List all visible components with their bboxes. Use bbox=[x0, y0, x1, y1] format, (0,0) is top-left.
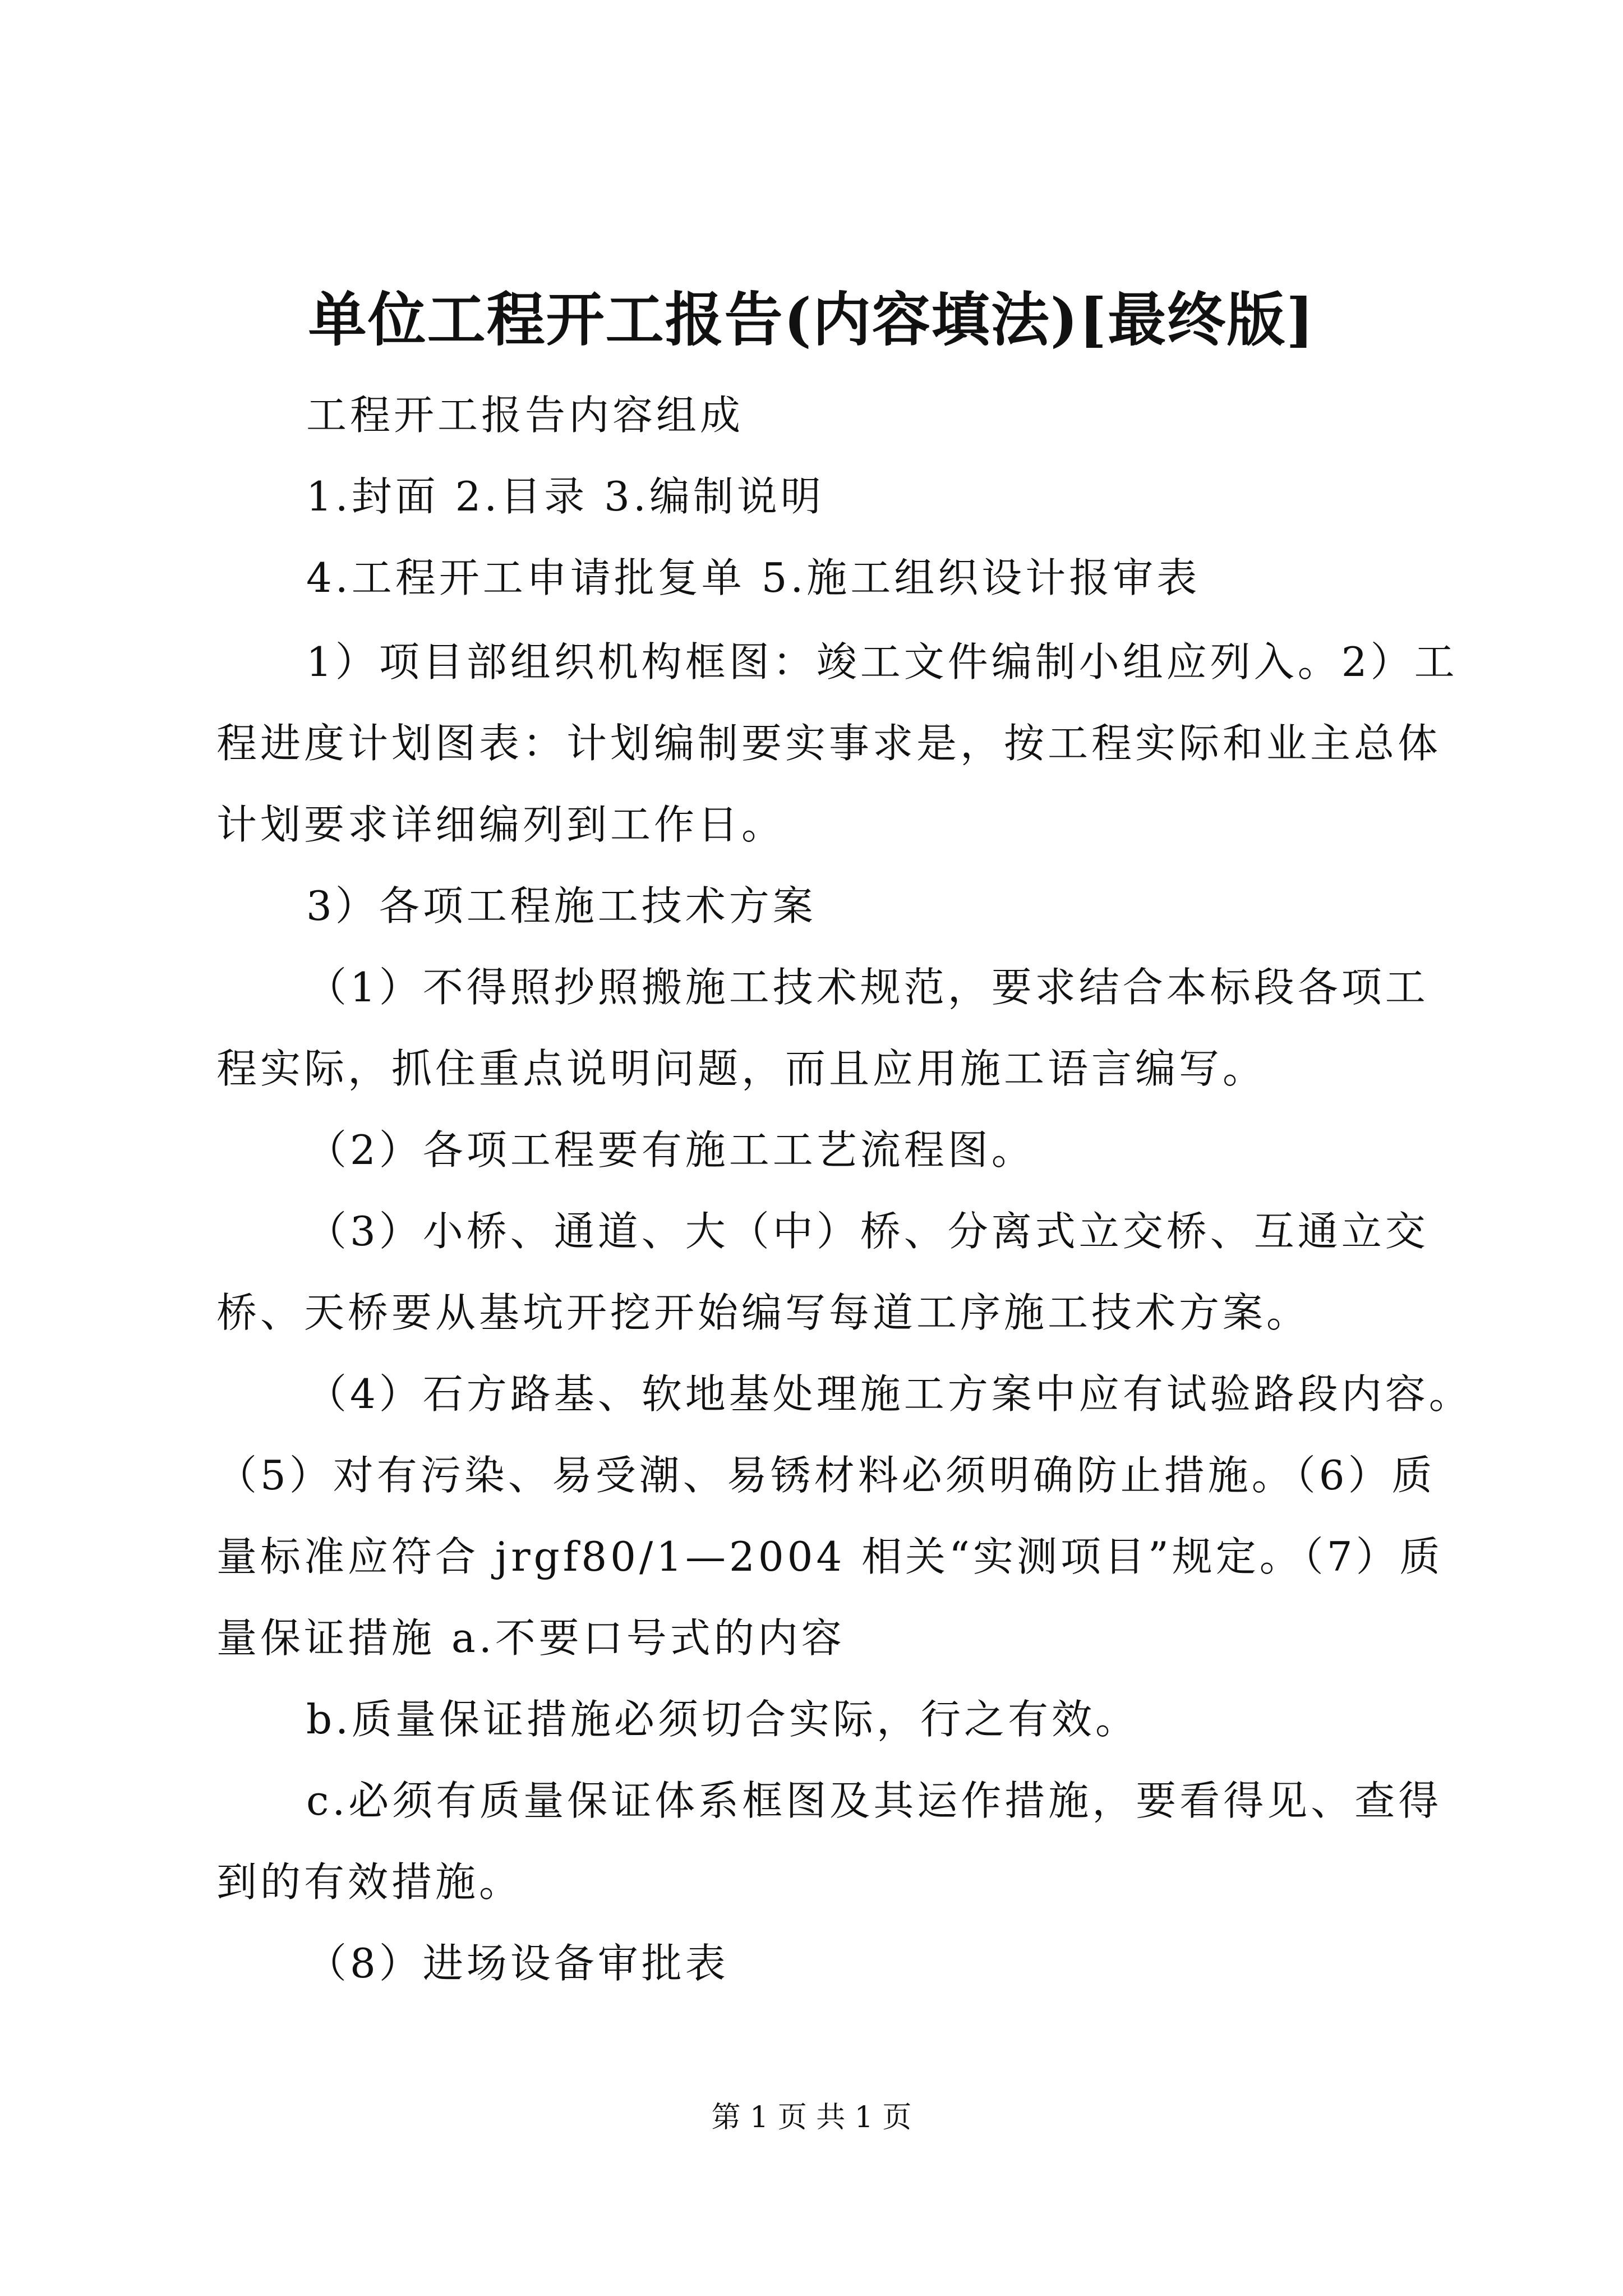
body-line: 1.封面 2.目录 3.编制说明 bbox=[306, 473, 824, 520]
body-line: 3）各项工程施工技术方案 bbox=[306, 882, 817, 930]
document-title: 单位工程开工报告(内容填法)[最终版] bbox=[308, 285, 1315, 354]
body-line: 程进度计划图表：计划编制要实事求是，按工程实际和业主总体 bbox=[216, 720, 1442, 767]
body-line: c.必须有质量保证体系框图及其运作措施，要看得见、查得 bbox=[306, 1777, 1442, 1824]
body-line: （2）各项工程要有施工工艺流程图。 bbox=[306, 1126, 1035, 1174]
body-line: 1）项目部组织机构框图：竣工文件编制小组应列入。2）工 bbox=[306, 638, 1458, 685]
body-line: b.质量保证措施必须切合实际，行之有效。 bbox=[306, 1696, 1139, 1743]
body-line: 量标准应符合 jrgf80/1—2004 相关“实测项目”规定。（7）质 bbox=[216, 1533, 1444, 1580]
body-line: 工程开工报告内容组成 bbox=[306, 392, 744, 439]
body-line: 程实际，抓住重点说明问题，而且应用施工语言编写。 bbox=[216, 1045, 1267, 1092]
body-line: 桥、天桥要从基坑开挖开始编写每道工序施工技术方案。 bbox=[216, 1289, 1311, 1336]
body-line: （3）小桥、通道、大（中）桥、分离式立交桥、互通立交 bbox=[306, 1208, 1429, 1255]
page-number: 第 1 页 共 1 页 bbox=[711, 2101, 912, 2134]
body-line: 量保证措施 a.不要口号式的内容 bbox=[216, 1614, 845, 1662]
body-line: 计划要求详细编列到工作日。 bbox=[216, 801, 786, 848]
body-line: 4.工程开工申请批复单 5.施工组织设计报审表 bbox=[306, 554, 1201, 601]
body-line: （4）石方路基、软地基处理施工方案中应有试验路段内容。 bbox=[306, 1370, 1473, 1418]
body-line: （1）不得照抄照搬施工技术规范，要求结合本标段各项工 bbox=[306, 964, 1429, 1011]
body-line: （5）对有污染、易受潮、易锈材料必须明确防止措施。（6）质 bbox=[216, 1452, 1436, 1499]
body-line: 到的有效措施。 bbox=[216, 1858, 523, 1906]
body-line: （8）进场设备审批表 bbox=[306, 1940, 729, 1987]
